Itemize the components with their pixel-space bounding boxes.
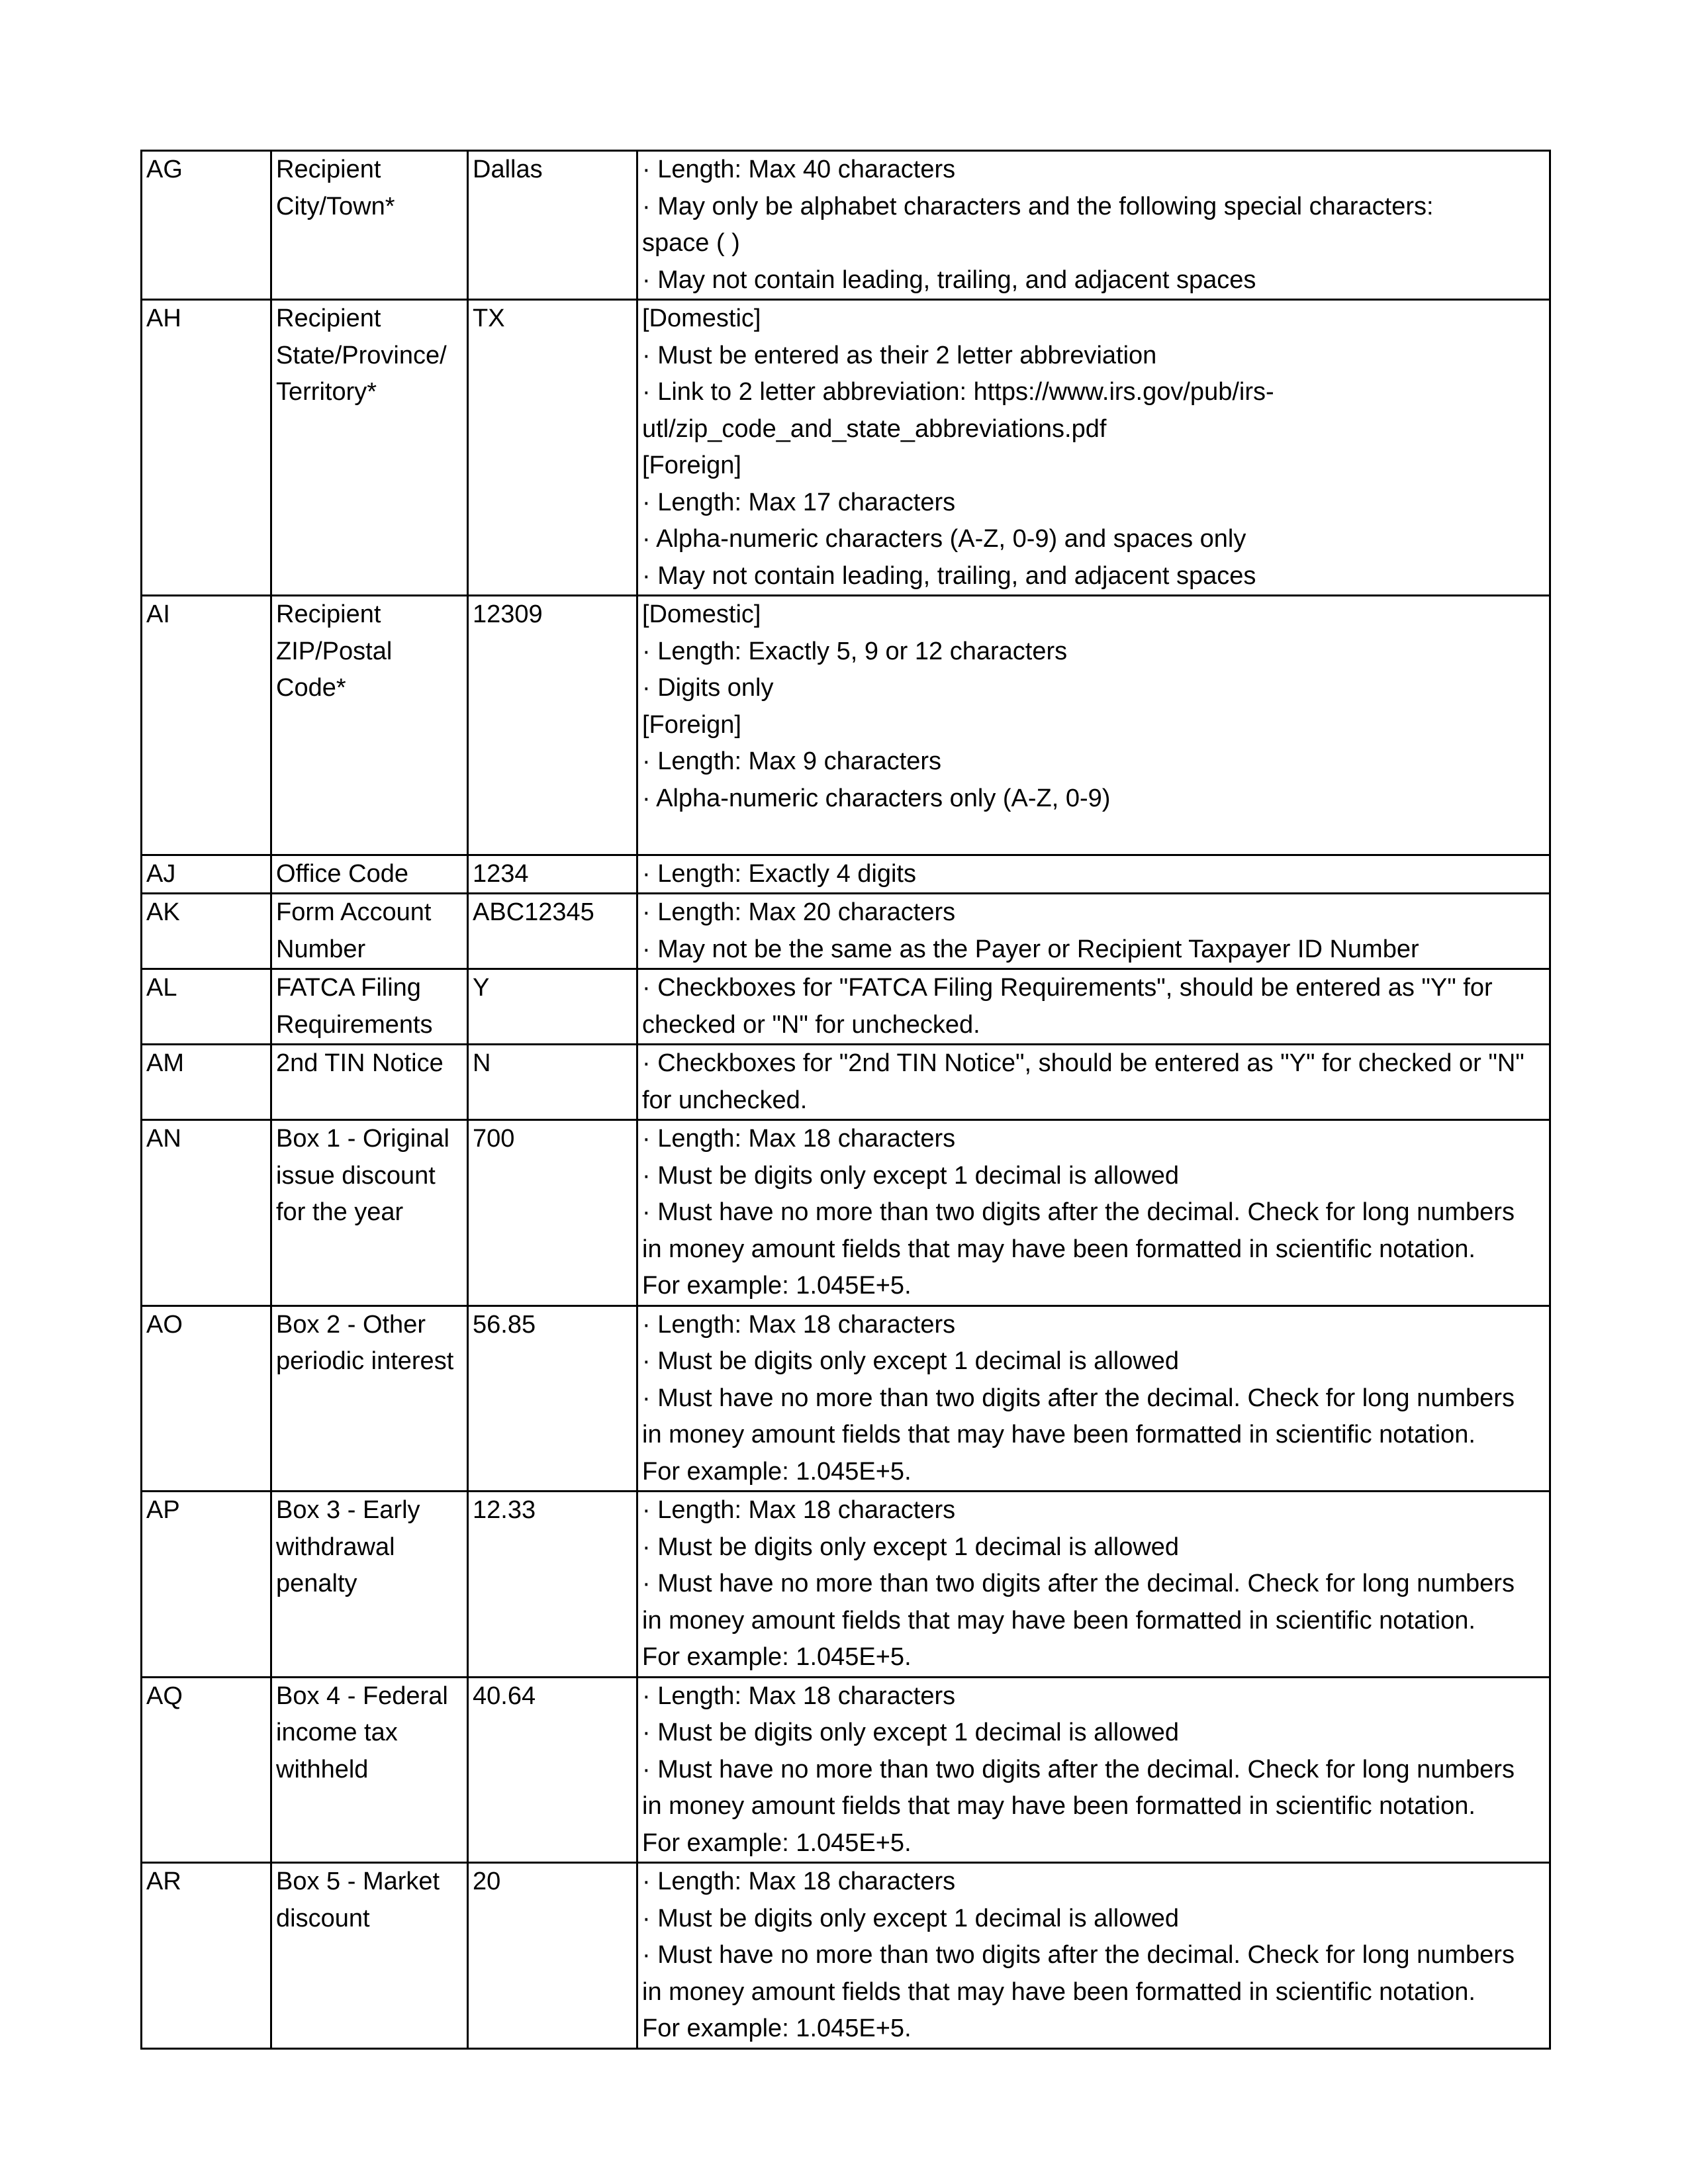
validation-rule-line: [Domestic] xyxy=(642,305,761,332)
column-letter: AK xyxy=(146,898,180,926)
validation-rule-line xyxy=(642,817,1549,854)
field-name-line: Box 5 - Market xyxy=(276,1868,440,1895)
field-name-line: Box 3 - Early xyxy=(276,1496,420,1524)
example-value: N xyxy=(473,1049,491,1077)
example-value-cell xyxy=(468,1492,637,1678)
validation-rule-line: · Must have no more than two digits after the decimal. Check for long numbers xyxy=(642,1384,1515,1412)
example-value: 40.64 xyxy=(473,1682,536,1710)
field-name-line: Territory* xyxy=(276,378,377,406)
table-row xyxy=(142,894,1550,969)
example-value-cell xyxy=(468,1120,637,1306)
field-name-cell xyxy=(271,151,468,300)
validation-rule-line: [Domestic] xyxy=(642,600,761,628)
field-name-cell xyxy=(271,596,468,855)
field-name-line: Recipient xyxy=(276,305,381,332)
column-letter-cell xyxy=(142,151,271,300)
column-letter: AJ xyxy=(146,859,176,888)
validation-rule-line: utl/zip_code_and_state_abbreviations.pdf xyxy=(642,414,1107,443)
validation-rule-line: in money amount fields that may have been formatted in scientific notation. xyxy=(642,1606,1476,1635)
column-letter-cell xyxy=(142,1045,271,1120)
column-letter: AN xyxy=(146,1125,181,1153)
field-spec-body xyxy=(142,151,1550,2049)
validation-rule-line: · Alpha-numeric characters (A-Z, 0-9) and spaces only xyxy=(642,525,1246,553)
validation-rules-cell xyxy=(637,1863,1550,2049)
validation-rule-line: · Must have no more than two digits after the decimal. Check for long numbers xyxy=(642,1755,1515,1783)
field-name-line: Box 1 - Original xyxy=(276,1125,449,1153)
validation-rules-cell xyxy=(637,596,1550,855)
table-row xyxy=(142,1677,1550,1863)
field-name-line: Office Code xyxy=(276,859,408,888)
validation-rule-line: · Link to 2 letter abbreviation: https://www.irs.gov/pub/irs- xyxy=(642,378,1274,406)
field-name-line: periodic interest xyxy=(276,1347,454,1375)
field-name-line: issue discount xyxy=(276,1161,436,1190)
field-name-line: withdrawal xyxy=(276,1533,395,1561)
validation-rule-line: · May not be the same as the Payer or Recipient Taxpayer ID Number xyxy=(642,935,1419,963)
field-name-line: Recipient xyxy=(276,156,381,183)
column-letter: AI xyxy=(146,600,170,628)
validation-rule-line: · Checkboxes for "FATCA Filing Requirements", should be entered as "Y" for xyxy=(642,974,1493,1002)
validation-rule-line: · Digits only xyxy=(642,674,774,702)
field-name-cell xyxy=(271,969,468,1045)
example-value-cell xyxy=(468,1045,637,1120)
validation-rules-cell xyxy=(637,1492,1550,1678)
column-letter-cell xyxy=(142,1306,271,1492)
field-name-line: penalty xyxy=(276,1570,357,1597)
field-name-line: 2nd TIN Notice xyxy=(276,1049,444,1077)
column-letter-cell xyxy=(142,300,271,596)
validation-rule-line: in money amount fields that may have been formatted in scientific notation. xyxy=(642,1792,1476,1820)
validation-rule-line: · Must be digits only except 1 decimal is allowed xyxy=(642,1719,1180,1746)
field-name-cell xyxy=(271,1306,468,1492)
validation-rule-line: · Length: Max 18 characters xyxy=(642,1310,956,1339)
field-name-line: FATCA Filing xyxy=(276,974,421,1002)
field-name-line: for the year xyxy=(276,1198,404,1226)
validation-rules-cell xyxy=(637,1045,1550,1120)
validation-rule-line: For example: 1.045E+5. xyxy=(642,2015,912,2042)
validation-rule-line: · Must be digits only except 1 decimal is allowed xyxy=(642,1347,1180,1375)
validation-rule-line: · Length: Max 18 characters xyxy=(642,1868,956,1895)
table-row xyxy=(142,151,1550,300)
example-value-cell xyxy=(468,1863,637,2049)
field-name-line: Requirements xyxy=(276,1010,433,1039)
example-value-cell xyxy=(468,596,637,855)
field-name-line: Box 2 - Other xyxy=(276,1310,426,1339)
example-value-cell xyxy=(468,969,637,1045)
validation-rule-line: · Length: Max 18 characters xyxy=(642,1125,956,1153)
column-letter: AR xyxy=(146,1868,181,1895)
column-letter: AP xyxy=(146,1496,180,1524)
field-name-cell xyxy=(271,300,468,596)
column-letter-cell xyxy=(142,1120,271,1306)
validation-rule-line: in money amount fields that may have been formatted in scientific notation. xyxy=(642,1977,1476,2006)
field-name-line: State/Province/ xyxy=(276,341,447,369)
validation-rules-cell xyxy=(637,300,1550,596)
validation-rules-cell xyxy=(637,969,1550,1045)
validation-rule-line: · May not contain leading, trailing, and adjacent spaces xyxy=(642,265,1256,294)
validation-rule-line: [Foreign] xyxy=(642,710,741,739)
field-name-cell xyxy=(271,1677,468,1863)
table-row xyxy=(142,969,1550,1045)
field-name-cell xyxy=(271,894,468,969)
example-value: TX xyxy=(473,305,505,332)
validation-rule-line: · Length: Max 18 characters xyxy=(642,1496,956,1524)
table-row xyxy=(142,596,1550,855)
example-value: 1234 xyxy=(473,859,529,888)
example-value-cell xyxy=(468,1306,637,1492)
field-name-line: withheld xyxy=(276,1755,369,1783)
validation-rule-line: for unchecked. xyxy=(642,1086,808,1114)
example-value: 20 xyxy=(473,1868,501,1895)
example-value: Dallas xyxy=(473,156,543,183)
field-name-line: Box 4 - Federal xyxy=(276,1682,448,1710)
column-letter-cell xyxy=(142,1677,271,1863)
example-value: 12.33 xyxy=(473,1496,536,1524)
example-value-cell xyxy=(468,1677,637,1863)
validation-rule-line: · Must be entered as their 2 letter abbreviation xyxy=(642,341,1157,369)
table-row xyxy=(142,1306,1550,1492)
example-value: Y xyxy=(473,974,490,1002)
field-name-line: Form Account xyxy=(276,898,432,926)
example-value-cell xyxy=(468,894,637,969)
column-letter: AL xyxy=(146,974,177,1002)
validation-rules-cell xyxy=(637,1677,1550,1863)
table-row xyxy=(142,855,1550,894)
table-row xyxy=(142,1492,1550,1678)
field-name-cell xyxy=(271,855,468,894)
column-letter: AO xyxy=(146,1310,183,1339)
column-letter: AM xyxy=(146,1049,184,1077)
validation-rule-line: · Alpha-numeric characters only (A-Z, 0-9) xyxy=(642,784,1111,812)
column-letter-cell xyxy=(142,1492,271,1678)
validation-rule-line: · Length: Exactly 5, 9 or 12 characters xyxy=(642,637,1068,665)
column-letter: AG xyxy=(146,156,183,183)
validation-rule-line: · Length: Max 18 characters xyxy=(642,1682,956,1710)
field-name-cell xyxy=(271,1120,468,1306)
validation-rule-line: · Must be digits only except 1 decimal is allowed xyxy=(642,1161,1180,1190)
column-letter-cell xyxy=(142,1863,271,2049)
column-letter-cell xyxy=(142,969,271,1045)
field-name-line: Code* xyxy=(276,674,346,702)
validation-rule-line: [Foreign] xyxy=(642,451,741,479)
table-row xyxy=(142,1120,1550,1306)
validation-rule-line: · Checkboxes for "2nd TIN Notice", should be entered as "Y" for checked or "N" xyxy=(642,1049,1524,1077)
validation-rule-line: For example: 1.045E+5. xyxy=(642,1272,912,1300)
field-spec-table xyxy=(140,150,1551,2050)
column-letter-cell xyxy=(142,596,271,855)
column-letter: AQ xyxy=(146,1682,183,1710)
field-name-line: City/Town* xyxy=(276,192,395,220)
example-value: 12309 xyxy=(473,600,543,628)
table-row xyxy=(142,1045,1550,1120)
validation-rule-line: in money amount fields that may have been formatted in scientific notation. xyxy=(642,1421,1476,1448)
validation-rule-line: For example: 1.045E+5. xyxy=(642,1643,912,1671)
validation-rules-cell xyxy=(637,151,1550,300)
validation-rules-cell xyxy=(637,1306,1550,1492)
field-name-cell xyxy=(271,1492,468,1678)
validation-rule-line: in money amount fields that may have been formatted in scientific notation. xyxy=(642,1235,1476,1263)
validation-rule-line: space ( ) xyxy=(642,229,740,257)
column-letter: AH xyxy=(146,305,181,332)
validation-rule-line: · Must be digits only except 1 decimal is allowed xyxy=(642,1533,1180,1561)
field-name-line: ZIP/Postal xyxy=(276,637,393,665)
validation-rule-line: For example: 1.045E+5. xyxy=(642,1457,912,1486)
field-name-line: Recipient xyxy=(276,600,381,628)
validation-rules-cell xyxy=(637,855,1550,894)
validation-rules-cell xyxy=(637,894,1550,969)
validation-rule-line: For example: 1.045E+5. xyxy=(642,1828,912,1857)
validation-rules-cell xyxy=(637,1120,1550,1306)
field-name-line: Number xyxy=(276,935,366,963)
example-value: ABC12345 xyxy=(473,898,594,926)
field-name-cell xyxy=(271,1863,468,2049)
table-row xyxy=(142,1863,1550,2049)
validation-rule-line: · Length: Max 40 characters xyxy=(642,156,956,183)
column-letter-cell xyxy=(142,894,271,969)
validation-rule-line: · Length: Exactly 4 digits xyxy=(642,859,916,888)
validation-rule-line: · Length: Max 9 characters xyxy=(642,747,941,775)
example-value-cell xyxy=(468,855,637,894)
example-value: 700 xyxy=(473,1125,515,1153)
table-row xyxy=(142,300,1550,596)
field-name-line: income tax xyxy=(276,1719,398,1746)
example-value-cell xyxy=(468,300,637,596)
validation-rule-line: · Must have no more than two digits after the decimal. Check for long numbers xyxy=(642,1941,1515,1969)
validation-rule-line: · May not contain leading, trailing, and adjacent spaces xyxy=(642,561,1256,590)
validation-rule-line: · Length: Max 20 characters xyxy=(642,898,956,926)
example-value: 56.85 xyxy=(473,1310,536,1339)
field-name-cell xyxy=(271,1045,468,1120)
validation-rule-line: checked or "N" for unchecked. xyxy=(642,1010,980,1039)
column-letter-cell xyxy=(142,855,271,894)
validation-rule-line: · Must have no more than two digits after the decimal. Check for long numbers xyxy=(642,1570,1515,1597)
example-value-cell xyxy=(468,151,637,300)
field-name-line: discount xyxy=(276,1904,370,1932)
validation-rule-line: · May only be alphabet characters and the following special characters: xyxy=(642,192,1434,220)
validation-rule-line: · Length: Max 17 characters xyxy=(642,488,956,516)
validation-rule-line: · Must be digits only except 1 decimal is allowed xyxy=(642,1904,1180,1932)
validation-rule-line: · Must have no more than two digits after the decimal. Check for long numbers xyxy=(642,1198,1515,1226)
